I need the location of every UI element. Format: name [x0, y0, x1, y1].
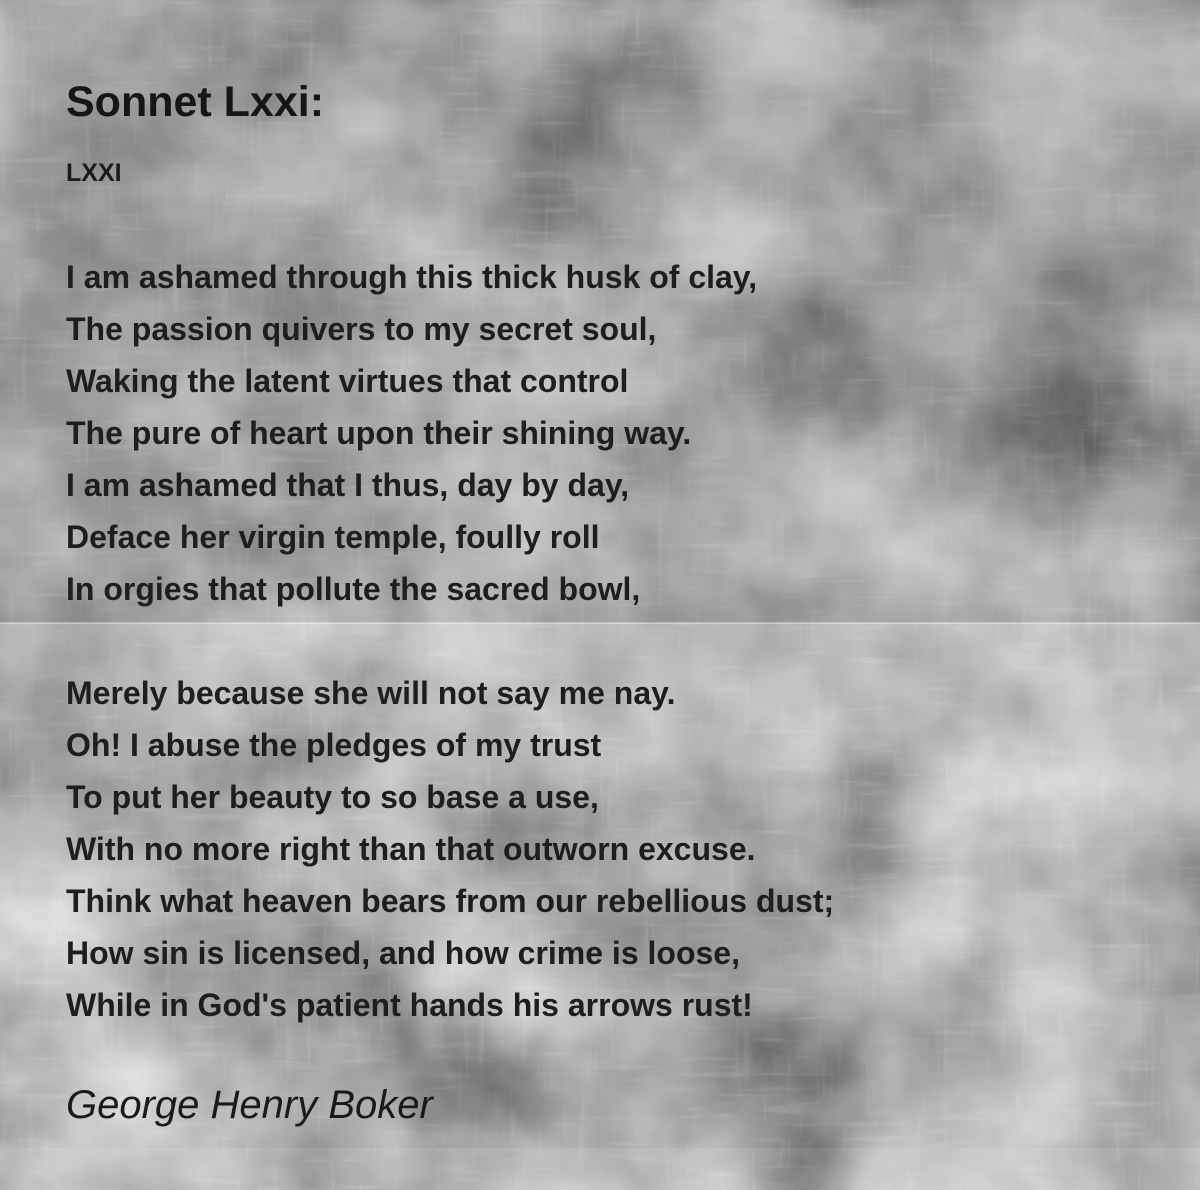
poem-line: Merely because she will not say me nay. [66, 675, 676, 711]
poem-line: I am ashamed through this thick husk of clay, [66, 259, 758, 295]
poem-line: To put her beauty to so base a use, [66, 779, 599, 815]
poem-line: How sin is licensed, and how crime is loose, [66, 935, 740, 971]
poem-section-label: LXXI [66, 159, 122, 187]
poem-line: The passion quivers to my secret soul, [66, 311, 657, 347]
poem-line: The pure of heart upon their shining way. [66, 415, 692, 451]
stanza-2 [66, 667, 834, 1031]
author-name: George Henry Boker [66, 1083, 433, 1127]
poem-title: Sonnet Lxxi: [66, 77, 325, 126]
stanza-1 [66, 251, 757, 615]
poem-line: Waking the latent virtues that control [66, 363, 629, 399]
poem-line: Oh! I abuse the pledges of my trust [66, 727, 602, 763]
poem-line: Deface her virgin temple, foully roll [66, 519, 600, 555]
poem-line: With no more right than that outworn excuse. [66, 831, 756, 867]
poem-line: In orgies that pollute the sacred bowl, [66, 571, 641, 607]
poem-line: Think what heaven bears from our rebellious dust; [66, 883, 835, 919]
poem-line: While in God's patient hands his arrows rust! [66, 987, 753, 1023]
poem-line: I am ashamed that I thus, day by day, [66, 467, 630, 503]
